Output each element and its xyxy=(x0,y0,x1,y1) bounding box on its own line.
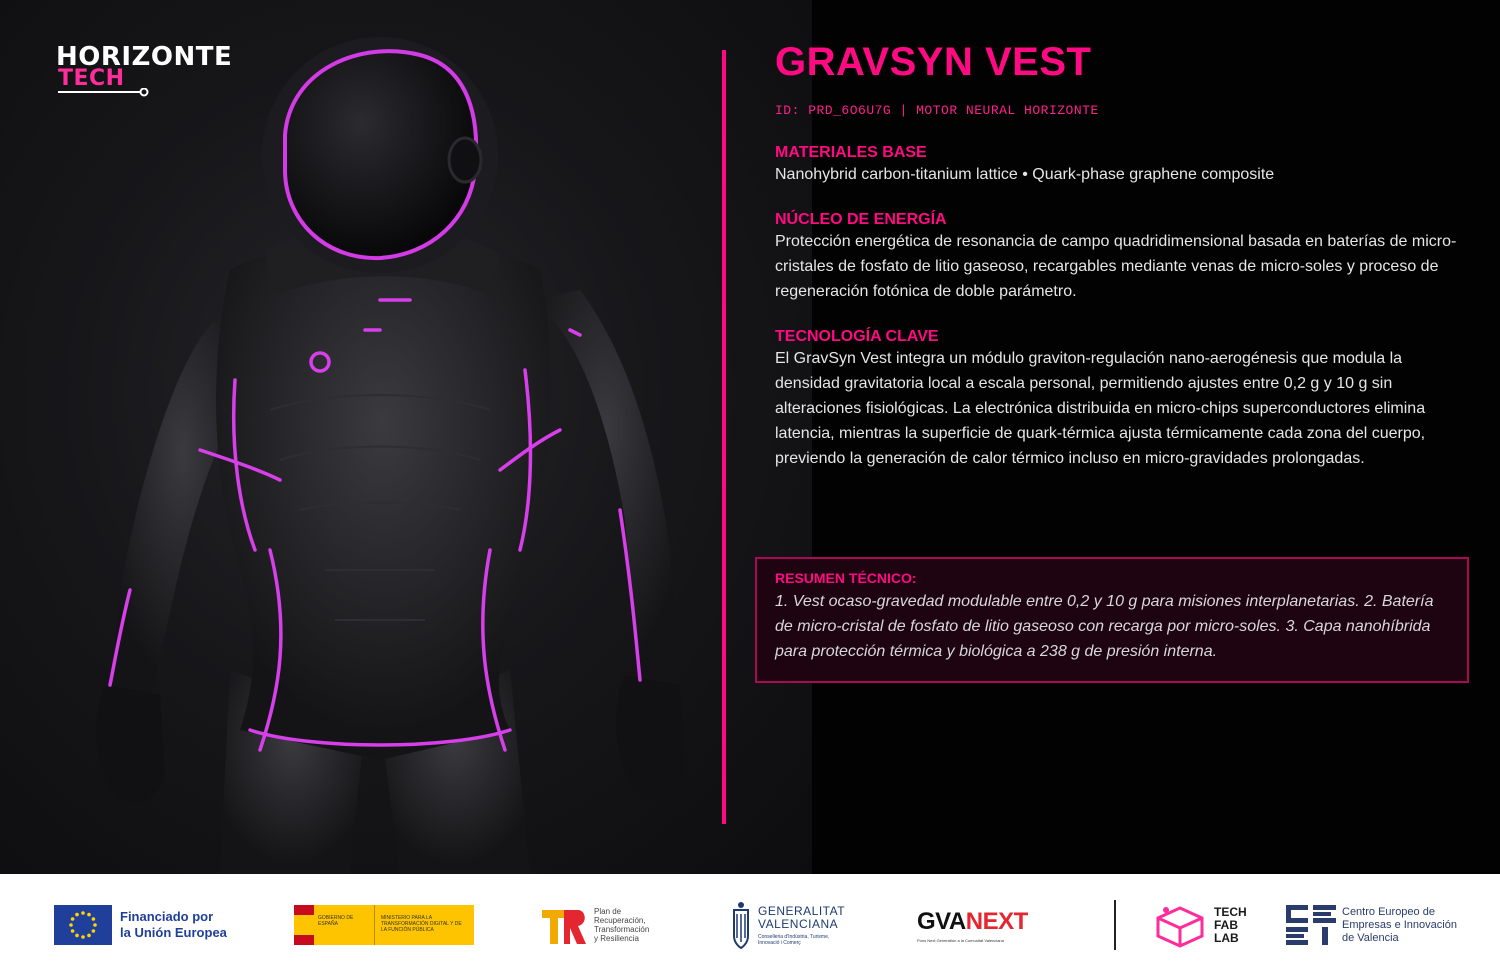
gva-sub2: Innovació i Comerç xyxy=(758,939,801,946)
section-heading: MATERIALES BASE xyxy=(775,144,927,161)
hero-image xyxy=(0,0,812,874)
tfl-line3: LAB xyxy=(1214,930,1239,945)
tech-fab-lab-icon xyxy=(1152,902,1208,948)
sponsor-footer xyxy=(0,874,1500,976)
spain-gov-label: GOBIERNO DE ESPAÑA xyxy=(314,905,374,945)
tech-fab-lab-logo xyxy=(1152,874,1247,976)
ceei-icon xyxy=(1286,905,1336,945)
product-title: GRAVSYN VEST xyxy=(775,40,1092,84)
gva-sub1: Conselleria d'Indústria, Turisme, xyxy=(758,933,830,940)
ceei-logo xyxy=(1286,874,1457,976)
recovery-line3: Transformación xyxy=(594,925,650,934)
summary-heading: RESUMEN TÉCNICO: xyxy=(775,570,917,586)
tfl-line2: FAB xyxy=(1214,917,1238,932)
summary-body: 1. Vest ocaso-gravedad modulable entre 0,2 y 10 g para misiones interplanetarias. 2. Batería de micro-cristal de fosfato de litio gaseoso con recarga por micro-soles. 3. Capa nanohíbrida para protección térmica y biológica a 238 g de presión interna. xyxy=(775,593,1434,660)
recovery-line2: Recuperación, xyxy=(594,916,646,925)
ceei-line2: Empresas e Innovación xyxy=(1342,918,1457,931)
ceei-line3: de Valencia xyxy=(1342,931,1399,944)
section-energy-core xyxy=(775,211,1465,304)
ceei-line1: Centro Europeo de xyxy=(1342,905,1435,918)
tfl-line1: TECH xyxy=(1214,904,1247,919)
eu-text-line2: la Unión Europea xyxy=(120,925,227,940)
eu-text-line1: Financiado por xyxy=(120,909,214,924)
gva-line1: GENERALITAT xyxy=(758,903,846,918)
technical-summary-box xyxy=(755,557,1469,683)
recovery-plan-logo xyxy=(542,874,649,976)
horizonte-tech-logo xyxy=(56,42,246,98)
recovery-line1: Plan de xyxy=(594,907,622,916)
generalitat-valenciana-logo xyxy=(730,874,845,976)
gvanext-part1: GVA xyxy=(917,907,966,935)
product-id: ID: PRD_6O6U7G | MOTOR NEURAL HORIZONTE xyxy=(775,103,1099,118)
section-materials xyxy=(775,144,1465,187)
accent-divider xyxy=(722,50,726,824)
spain-ministry-label: MINISTERIO PARA LA TRANSFORMACIÓN DIGITAL Y DE LA FUNCIÓN PÚBLICA xyxy=(374,905,474,945)
gva-line2: VALENCIANA xyxy=(758,916,839,931)
logo-line1: HORIZONTE xyxy=(56,42,233,72)
section-body: Protección energética de resonancia de campo quadridimensional basada en baterías de micro-cristales de fosfato de litio gaseoso, recargables mediante venas de micro-soles y proceso de regeneración fotónica de doble parámetro. xyxy=(775,233,1457,300)
product-info xyxy=(775,40,1465,471)
gvanext-logo xyxy=(917,874,1028,976)
logo-line2: TECH xyxy=(58,66,125,91)
spain-crest-icon xyxy=(294,905,314,945)
eu-flag-icon xyxy=(54,905,112,945)
gvanext-part2: NEXT xyxy=(965,907,1028,935)
section-heading: NÚCLEO DE ENERGÍA xyxy=(775,211,947,228)
gvanext-sub: Pons Next Generation a la Comunitat Valenciana xyxy=(917,937,1004,943)
gva-crest-icon xyxy=(730,900,752,950)
space-suit-illustration xyxy=(80,30,700,874)
eu-funding-logo xyxy=(54,874,227,976)
section-heading: TECNOLOGÍA CLAVE xyxy=(775,328,939,345)
section-key-technology xyxy=(775,328,1465,471)
recovery-line4: y Resiliencia xyxy=(594,934,639,943)
footer-divider xyxy=(1114,900,1116,950)
spain-government-logo xyxy=(294,874,474,976)
recovery-plan-icon xyxy=(542,904,588,946)
section-body: Nanohybrid carbon-titanium lattice • Quark-phase graphene composite xyxy=(775,166,1275,183)
section-body: El GravSyn Vest integra un módulo graviton-regulación nano-aerogénesis que modula la densidad gravitatoria local a escala personal, permitiendo ajustes entre 0,2 g y 10 g sin alteraciones fisiológicas. La electrónica distribuida en micro-chips superconductores elimina latencia, mientras la superficie de quark-térmica ajusta térmicamente cada zona del cuerpo, previendo la generación de calor térmico incluso en micro-gravidades prolongadas. xyxy=(775,350,1426,467)
circuit-trace-icon xyxy=(56,88,156,98)
